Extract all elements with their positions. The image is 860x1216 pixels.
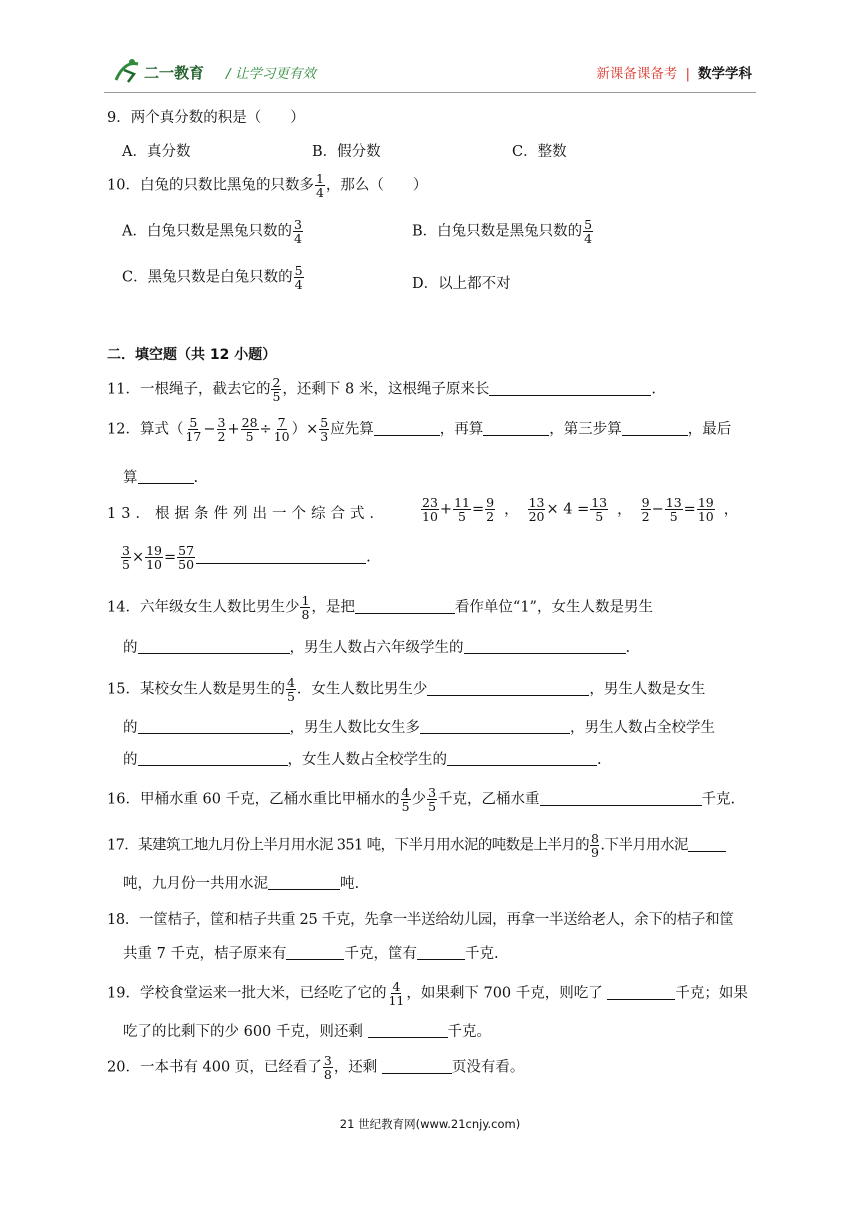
answer-blank	[447, 751, 597, 766]
question-15: 15．某校女生人数是男生的 $\frac{4}{5}$ ．女生人数比男生少 ，男生人数是女生	[107, 675, 706, 704]
question-12-line-2: 算 .	[123, 470, 199, 486]
answer-blank	[622, 421, 688, 436]
answer-blank	[540, 791, 702, 806]
q10-option-c: C．黑兔只数是白兔只数的 $\frac{5}{4}$	[122, 263, 303, 292]
answer-blank	[374, 421, 440, 436]
question-14: 14．六年级女生人数比男生少 $\frac{1}{8}$ ，是把 看作单位“1”，女生人数是男生	[107, 593, 653, 622]
q10-option-b: B．白兔只数是黑兔只数的 $\frac{5}{4}$	[412, 217, 593, 246]
answer-blank	[138, 639, 290, 654]
answer-blank	[268, 875, 340, 890]
answer-blank	[427, 681, 589, 696]
fraction: $\frac{3}{4}$	[293, 217, 302, 246]
header-separator: |	[685, 66, 690, 82]
header-slogan: / 让学习更有效	[226, 66, 316, 82]
question-17-line-2: 吨，九月份一共用水泥 吨.	[123, 876, 360, 892]
question-15-line-3: 的 ，女生人数占全校学生的 .	[123, 752, 602, 768]
question-19: 19．学校食堂运来一批大米，已经吃了它的 $\frac{4}{11}$ ，如果剩下 700 千克，则吃了 千克；如果	[107, 979, 748, 1008]
logo-text: 二一教育	[144, 64, 205, 82]
q9-option-b: B．假分数	[312, 144, 381, 160]
question-17: 17．某建筑工地九月份上半月用水泥 351 吨，下半月用水泥的吨数是上半月的 $\frac{8}{9}$ .下半月用水泥	[107, 832, 726, 859]
answer-blank	[286, 945, 344, 960]
answer-blank	[483, 421, 549, 436]
question-15-line-2: 的 ，男生人数比女生多 ，男生人数占全校学生	[123, 720, 715, 736]
answer-blank	[688, 837, 726, 852]
fraction: $\frac{5}{4}$	[584, 217, 593, 246]
logo-runner-icon	[108, 56, 228, 86]
answer-blank	[196, 549, 366, 564]
answer-blank	[382, 1059, 452, 1074]
header-subject: 数学学科	[698, 66, 752, 82]
fraction: $\frac{1}{4}$	[315, 171, 324, 200]
answer-blank	[489, 381, 651, 396]
answer-blank	[138, 719, 290, 734]
question-19-line-2: 吃了的比剩下的少 600 千克，则还剩 千克。	[123, 1024, 492, 1040]
fraction: $\frac{5}{4}$	[294, 263, 303, 292]
question-13: 13．根据条件列出一个综合式．	[107, 506, 389, 522]
question-11: 11．一根绳子，截去它的 $\frac{2}{5}$ ，还剩下 8 米，这根绳子原来长 .	[107, 375, 656, 404]
answer-blank	[355, 599, 455, 614]
header-right	[596, 62, 752, 82]
question-13-line-2: $\frac{3}{5}$ × $\frac{19}{10}$ = $\frac{57}{50}$ .	[122, 543, 371, 572]
answer-blank	[420, 719, 570, 734]
q9-option-a: A．真分数	[122, 144, 191, 160]
question-16: 16．甲桶水重 60 千克，乙桶水重比甲桶水的 $\frac{4}{5}$ 少 $\frac{3}{5}$ 千克，乙桶水重 千克.	[107, 785, 736, 814]
header-divider	[104, 92, 756, 93]
question-10: 10．白兔的只数比黑兔的只数多 $\frac{1}{4}$ ，那么（ ）	[107, 171, 428, 200]
question-18-line-2: 共重 7 千克，桔子原来有 千克，筐有 千克.	[123, 946, 499, 962]
question-18: 18．一筐桔子，筐和桔子共重 25 千克，先拿一半送给幼儿园，再拿一半送给老人，余下的桔子和筐	[107, 912, 734, 928]
question-14-line-2: 的 ，男生人数占六年级学生的 .	[123, 640, 631, 656]
question-20: 20．一本书有 400 页，已经看了 $\frac{3}{8}$ ，还剩 页没有看。	[107, 1053, 525, 1082]
q10-option-a: A．白兔只数是黑兔只数的 $\frac{3}{4}$	[122, 217, 302, 246]
q13-equations: $\frac{23}{10}$ + $\frac{11}{5}$ = $\frac{9}{2}$ ， $\frac{13}{20}$ × 4 = $\frac{13}{5}$ ， $\frac{9}{2}$ − $\frac{13}{5}$ = $\frac{19}{10}$ ，	[422, 495, 739, 524]
answer-blank	[138, 751, 288, 766]
answer-blank	[607, 985, 675, 1000]
section-title-fill-in: 二．填空题（共 12 小题）	[107, 347, 277, 363]
answer-blank	[464, 639, 626, 654]
answer-blank	[138, 469, 194, 484]
header-label-prep: 新课备课备考	[596, 66, 678, 82]
answer-blank	[417, 945, 465, 960]
question-9: 9．两个真分数的积是（ ）	[107, 110, 305, 126]
answer-blank	[368, 1023, 448, 1038]
q10-option-d: D．以上都不对	[412, 276, 511, 292]
q9-option-c: C．整数	[512, 144, 567, 160]
question-12: 12．算式（ $\frac{5}{17}$ − $\frac{3}{2}$ + $\frac{28}{5}$ ÷ $\frac{7}{10}$ ）× $\frac{5}{3}$ 应先算 ，再算 ，第三步算 ，最后	[107, 415, 732, 444]
page-footer: 21 世纪教育网(www.21cnjy.com)	[339, 1117, 521, 1131]
